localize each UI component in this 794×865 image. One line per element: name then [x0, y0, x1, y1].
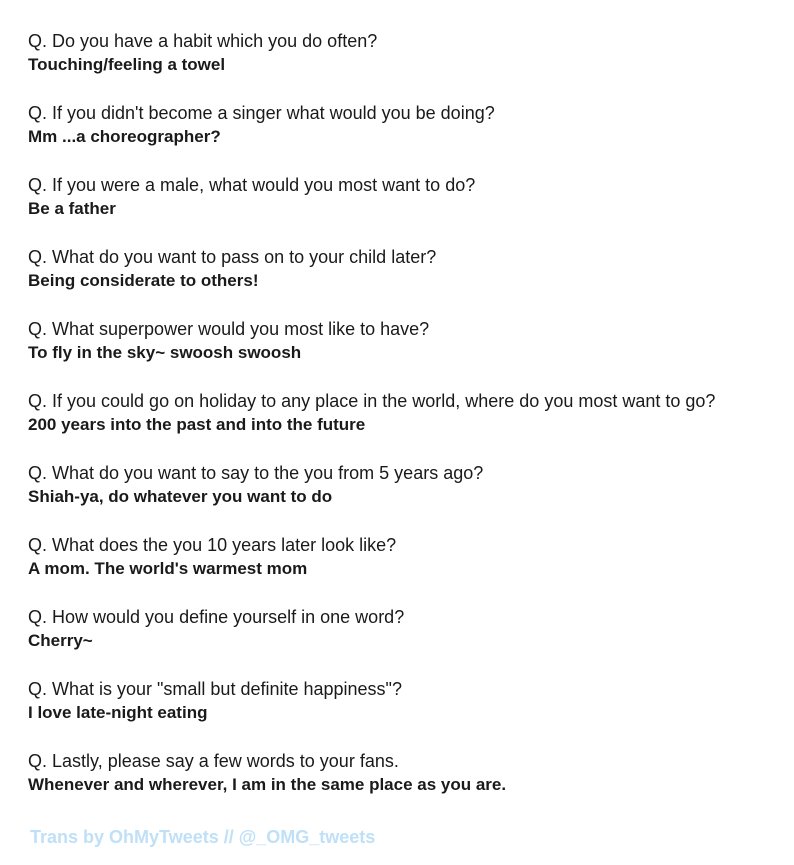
- qa-document: [28, 29, 768, 821]
- question-text: Q. What do you want to say to the you from 5 years ago?: [28, 463, 484, 483]
- qa-item-pass-on: [28, 245, 768, 317]
- question-text: Q. How would you define yourself in one word?: [28, 607, 405, 627]
- question-text: Q. If you were a male, what would you most want to do?: [28, 175, 476, 195]
- question-text: Q. What does the you 10 years later look like?: [28, 535, 397, 555]
- qa-item-holiday: [28, 389, 768, 461]
- question-text: Q. If you could go on holiday to any place in the world, where do you most want to go?: [28, 391, 716, 411]
- question-text: Q. What is your "small but definite happiness"?: [28, 679, 402, 699]
- question-text: Q. If you didn't become a singer what would you be doing?: [28, 103, 495, 123]
- qa-item-one-word: [28, 605, 768, 677]
- qa-item-past-self: [28, 461, 768, 533]
- answer-text: Mm ...a choreographer?: [28, 127, 221, 146]
- question-text: Q. Lastly, please say a few words to your fans.: [28, 751, 399, 771]
- question-text: Q. Do you have a habit which you do often?: [28, 31, 378, 51]
- answer-text: Be a father: [28, 199, 116, 218]
- answer-text: Cherry~: [28, 631, 93, 650]
- qa-item-habit: [28, 29, 768, 101]
- question-text: Q. What superpower would you most like to have?: [28, 319, 430, 339]
- qa-item-fans-message: [28, 749, 768, 821]
- answer-text: Touching/feeling a towel: [28, 55, 226, 74]
- answer-text: I love late-night eating: [28, 703, 208, 722]
- answer-text: Being considerate to others!: [28, 271, 259, 290]
- qa-item-future-self: [28, 533, 768, 605]
- answer-text: Shiah-ya, do whatever you want to do: [28, 487, 333, 506]
- qa-item-if-male: [28, 173, 768, 245]
- qa-item-alternate-career: [28, 101, 768, 173]
- answer-text: Whenever and wherever, I am in the same place as you are.: [28, 775, 507, 794]
- qa-item-small-happiness: [28, 677, 768, 749]
- answer-text: To fly in the sky~ swoosh swoosh: [28, 343, 302, 362]
- question-text: Q. What do you want to pass on to your child later?: [28, 247, 437, 267]
- answer-text: A mom. The world's warmest mom: [28, 559, 308, 578]
- translation-credit: Trans by OhMyTweets // @_OMG_tweets: [30, 827, 376, 847]
- answer-text: 200 years into the past and into the future: [28, 415, 366, 434]
- qa-item-superpower: [28, 317, 768, 389]
